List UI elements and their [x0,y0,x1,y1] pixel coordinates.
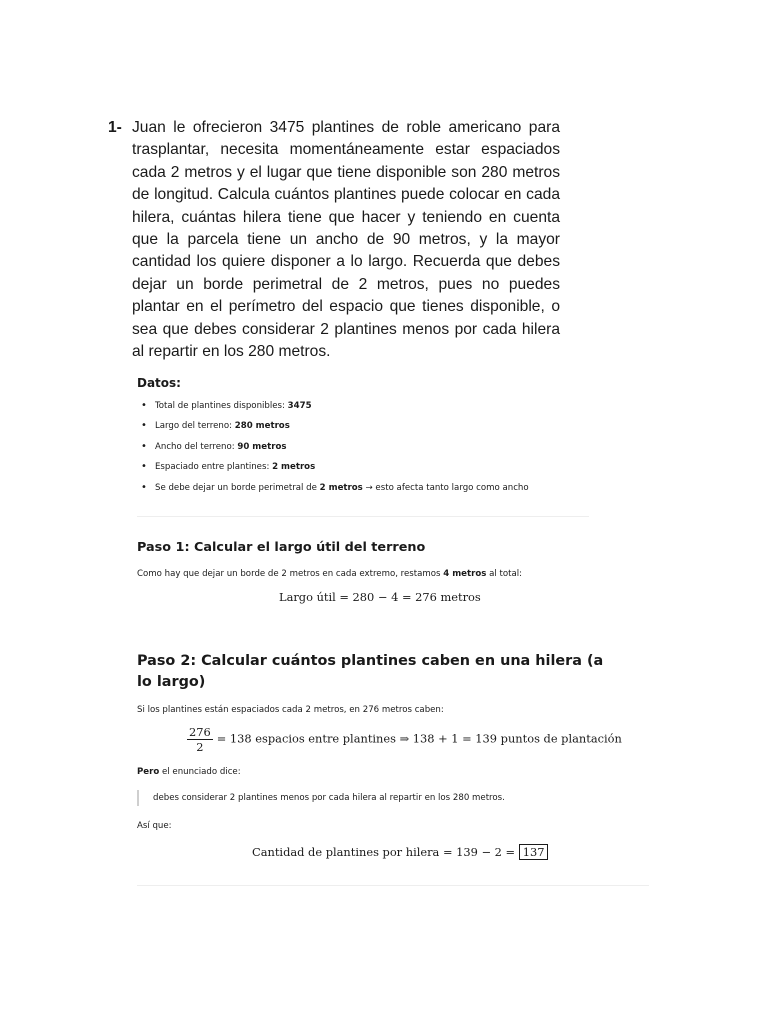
fraction: $\frac{276}{2}$ [189,725,211,754]
paso1-formula: Largo útil = 280 − 4 = 276 metros [279,590,481,604]
list-item: • Espaciado entre plantines: 2 metros [137,459,529,479]
divider [137,516,589,517]
final-formula: Cantidad de plantines por hilera = 139 − 2 = 137 [252,845,548,859]
paso2-heading: Paso 2: Calcular cuántos plantines caben en una hilera (a lo largo) [137,653,604,690]
datos-heading: Datos: [137,376,181,390]
paso1-heading: Paso 1: Calcular el largo útil del terreno [137,540,426,555]
list-item: • Total de plantines disponibles: 3475 [137,398,529,418]
problem-statement [108,117,560,363]
problem-text: Juan le ofrecieron 3475 plantines de roble americano para trasplantar, necesita momentáneamente estar espaciados cada 2 metros y el lugar que tiene disponible son 280 metros de longitud. Calcula cuántos plantines puede colocar en cada hilera, cuántas hilera tiene que hacer y teniendo en cuenta que la parcela tiene un ancho de 90 metros, y la mayor cantidad los quiere disponer a lo largo. Recuerda que debes dejar un borde perimetral de 2 metros, pues no puedes plantar en el perímetro del espacio que tienes disponible, o sea que debes considerar 2 plantines menos por cada hilera al repartir en los 280 metros. [132,119,560,361]
divider [137,885,649,886]
list-item: • Largo del terreno: 280 metros [137,418,529,438]
paso2-formula: $\frac{276}{2}$ = 138 espacios entre plantines ⇒ 138 + 1 = 139 puntos de plantación [189,725,622,754]
pero-text: Pero el enunciado dice: [137,767,241,777]
list-item: • Se debe dejar un borde perimetral de 2 metros → esto afecta tanto largo como ancho [137,480,529,500]
paso2-intro: Si los plantines están espaciados cada 2 metros, en 276 metros caben: [137,705,444,715]
datos-list [137,398,529,500]
problem-number: 1- [108,119,122,136]
paso1-text: Como hay que dejar un borde de 2 metros en cada extremo, restamos 4 metros al total: [137,569,523,579]
list-item: • Ancho del terreno: 90 metros [137,439,529,459]
asi-que-text: Así que: [137,821,172,831]
final-answer-box: 137 [519,844,549,860]
blockquote: debes considerar 2 plantines menos por cada hilera al repartir en los 280 metros. [137,790,505,806]
